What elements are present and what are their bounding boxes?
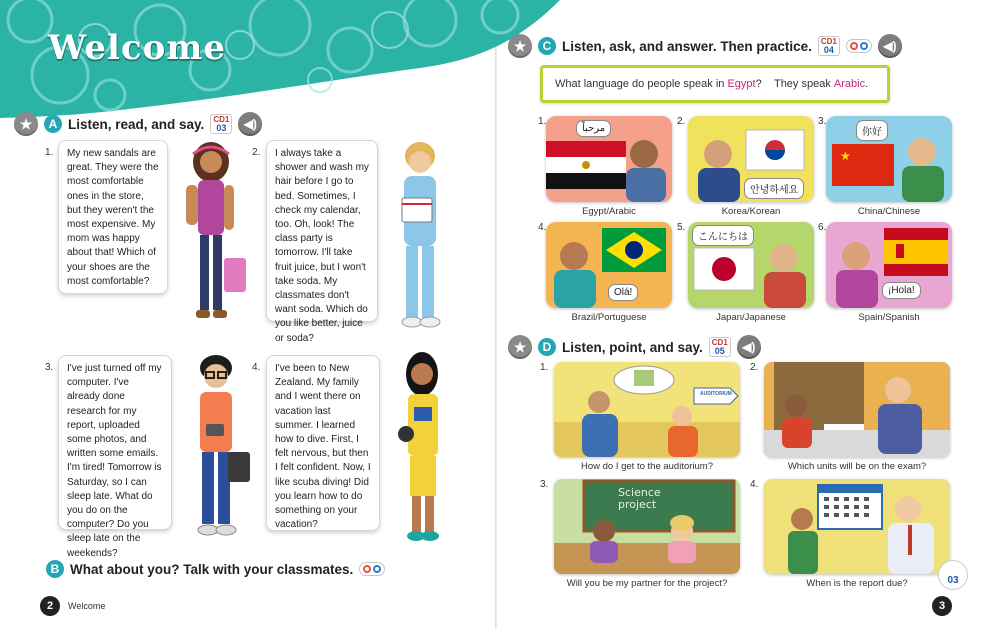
card-number: 5. xyxy=(677,222,686,233)
speaker-icon[interactable]: ◀) xyxy=(737,335,761,359)
greeting-bubble: こんにちは xyxy=(692,225,754,246)
greeting-bubble: مرحباً xyxy=(576,120,611,137)
language-highlight: Arabic xyxy=(833,78,866,90)
country-card-spain xyxy=(826,222,952,308)
item-number: 3. xyxy=(45,362,54,373)
card-number: 3. xyxy=(818,116,827,127)
speech-bubble: I've just turned off my computer. I've already done research for my report, uploaded some photos, and written some emails. I'm tired! Tomorrow is Saturday, so I can sleep late. What do you do on the computer? Do you sleep late on the weekends? xyxy=(58,355,172,530)
cd-audio-icon[interactable] xyxy=(938,560,968,590)
star-icon: ★ xyxy=(508,34,532,58)
greeting-bubble: 안녕하세요 xyxy=(744,178,804,199)
cd-label: CD1 xyxy=(820,37,837,46)
scene-caption: When is the report due? xyxy=(806,578,908,589)
section-b-title: What about you? Talk with your classmates. xyxy=(70,561,354,577)
item-number: 4. xyxy=(252,362,261,373)
footer-unit-label: Welcome xyxy=(68,601,106,611)
country-card-japan xyxy=(688,222,814,308)
greeting-bubble: 你好 xyxy=(856,120,888,141)
page-title: Welcome xyxy=(48,28,226,68)
pair-work-icon xyxy=(359,562,385,576)
section-letter-badge: D xyxy=(538,338,556,356)
pair-work-icon xyxy=(846,39,872,53)
greeting-bubble: ¡Hola! xyxy=(882,282,921,299)
chalkboard-text: Science project xyxy=(618,486,661,511)
section-b-heading xyxy=(46,560,385,578)
girl-with-sandals-illustration xyxy=(176,140,246,330)
cd-label: CD1 xyxy=(711,338,728,347)
country-highlight: Egypt xyxy=(727,78,756,90)
card-caption: Brazil/Portuguese xyxy=(571,312,647,323)
star-icon: ★ xyxy=(14,112,38,136)
speech-bubble: I always take a shower and wash my hair before I go to bed. Sometimes, I check my calendar, too. Oh, look! The class party is tomorrow. I'll take fruit juice, but I won't take soda. My classmates don't want soda. Which do you like better, juice or soda? xyxy=(266,140,378,322)
speech-bubble: My new sandals are great. They were the most comfortable ones in the store, but they weren't the most expensive. My mom was happy about that! Which of your shoes are the most comfortable? xyxy=(58,140,168,294)
cd-track-icon xyxy=(210,114,232,134)
card-number: 4. xyxy=(538,222,547,233)
boy-with-calendar-illustration xyxy=(388,138,452,333)
scene-project xyxy=(554,479,740,574)
item-number: 2. xyxy=(252,147,261,158)
scene-report xyxy=(764,479,950,574)
question-text: What language do people speak in xyxy=(555,78,725,90)
speaker-icon[interactable]: ◀) xyxy=(238,112,262,136)
country-card-egypt xyxy=(546,116,672,202)
auditorium-sign: AUDITORIUM xyxy=(700,391,732,397)
answer-text: They speak xyxy=(773,78,831,90)
card-caption: Egypt/Arabic xyxy=(582,206,636,217)
cd-track-icon xyxy=(709,337,731,357)
svg-text:★: ★ xyxy=(840,149,851,163)
scene-caption: Which units will be on the exam? xyxy=(787,461,927,472)
boy-with-camera-illustration xyxy=(180,352,255,547)
section-d-heading xyxy=(508,335,761,359)
section-letter-badge: A xyxy=(44,115,62,133)
card-caption: Spain/Spanish xyxy=(858,312,920,323)
china-flag-icon xyxy=(826,116,952,202)
card-caption: Japan/Japanese xyxy=(716,312,786,323)
section-letter-badge: B xyxy=(46,560,64,578)
scene-number: 1. xyxy=(540,362,549,373)
section-a-heading xyxy=(14,112,262,136)
scene-exam xyxy=(764,362,950,457)
card-caption: Korea/Korean xyxy=(721,206,781,217)
scene-caption: How do I get to the auditorium? xyxy=(580,461,714,472)
cd-track-icon xyxy=(818,36,840,56)
scene-exam-illustration xyxy=(764,362,950,457)
country-card-china xyxy=(826,116,952,202)
page-number-left: 2 xyxy=(40,596,60,616)
girl-with-goggles-illustration xyxy=(392,352,452,547)
model-dialogue-box xyxy=(540,65,890,103)
greeting-bubble: Olá! xyxy=(608,284,638,301)
speaker-icon[interactable]: ◀) xyxy=(878,34,902,58)
country-card-korea xyxy=(688,116,814,202)
scene-number: 2. xyxy=(750,362,759,373)
cd-audio-track: 03 xyxy=(947,575,959,586)
scene-number: 4. xyxy=(750,479,759,490)
cd-label: CD1 xyxy=(213,115,230,124)
welcome-banner xyxy=(0,0,560,118)
star-icon: ★ xyxy=(508,335,532,359)
card-number: 6. xyxy=(818,222,827,233)
question-mark: ? xyxy=(755,78,762,90)
page-number-right: 3 xyxy=(932,596,952,616)
scene-number: 3. xyxy=(540,479,549,490)
section-d-title: Listen, point, and say. xyxy=(562,339,703,355)
card-number: 2. xyxy=(677,116,686,127)
card-caption: China/Chinese xyxy=(857,206,921,217)
scene-auditorium xyxy=(554,362,740,457)
item-number: 1. xyxy=(45,147,54,158)
cd-track-number: 03 xyxy=(216,123,227,133)
speech-bubble: I've been to New Zealand. My family and I went there on vacation last summer. I learned how to dive. First, I felt nervous, but then I felt confident. Now, I like scuba diving! Did you learn how to do something on your vacation? xyxy=(266,355,380,531)
scene-auditorium-illustration xyxy=(554,362,740,457)
country-card-brazil xyxy=(546,222,672,308)
scene-caption: Will you be my partner for the project? xyxy=(566,578,728,589)
answer-period: . xyxy=(865,78,869,90)
scene-report-illustration xyxy=(764,479,950,574)
section-c-heading xyxy=(508,34,902,58)
section-a-title: Listen, read, and say. xyxy=(68,116,205,132)
section-letter-badge: C xyxy=(538,37,556,55)
cd-track-number: 04 xyxy=(823,45,834,55)
section-c-title: Listen, ask, and answer. Then practice. xyxy=(562,38,812,54)
cd-track-number: 05 xyxy=(714,346,725,356)
card-number: 1. xyxy=(538,116,547,127)
